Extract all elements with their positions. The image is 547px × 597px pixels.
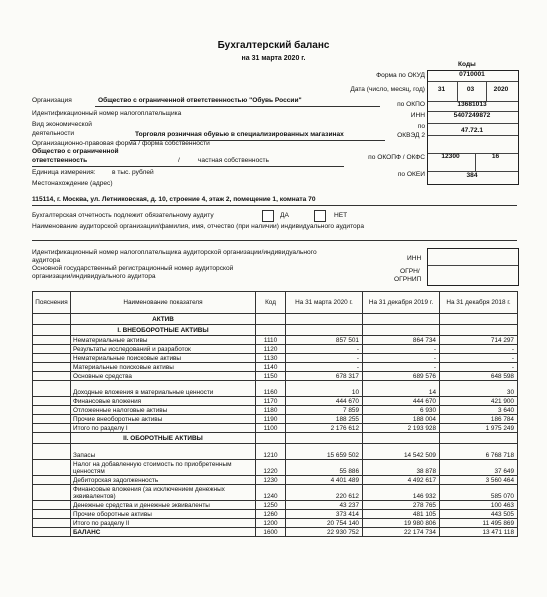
row-code: 1110 [256,336,286,345]
org-name: Общество с ограниченной ответственностью "Обувь России" [98,97,302,104]
value-mar-2020: 7 859 [286,406,363,415]
value-dec-2019: 14 [363,381,440,397]
row-code: 1100 [256,424,286,433]
okved-code: 47.72.1 [461,127,483,134]
report-month: 03 [466,86,475,93]
value-dec-2018: 585 070 [440,485,518,501]
table-row [33,406,518,415]
empty-cell [440,433,518,444]
unit-value: в тыс. рублей [112,169,154,176]
row-name: Результаты исследований и разработок [71,345,256,354]
section-title: АКТИВ [71,314,256,325]
table-row [33,501,518,510]
notes-cell [33,397,71,406]
row-name: Нематериальные активы [71,336,256,345]
okud-code: 0710001 [459,71,485,78]
okei-label: по ОКЕИ [397,171,425,178]
inn-label: Идентификационный номер налогоплательщика [32,110,182,117]
empty-cell [286,314,363,325]
address-label: Местонахождение (адрес) [32,180,113,187]
section-row [33,314,518,325]
okpo-code: 13681013 [457,101,487,108]
header-code: Код [256,292,286,314]
unit-label: Единица измерения: [32,169,96,176]
table-row [33,424,518,433]
value-dec-2018: 443 505 [440,510,518,519]
ogrn-label: ОГРН/ [400,268,420,275]
value-dec-2019: - [363,363,440,372]
row-name: Денежные средства и денежные эквиваленты [71,501,256,510]
row-code: 1250 [256,501,286,510]
value-mar-2020: 10 [286,381,363,397]
codes-title: Коды [458,61,476,68]
notes-cell [33,460,71,476]
row-name: Налог на добавленную стоимость по приобретенным ценностям [71,460,256,476]
notes-cell [33,501,71,510]
empty-cell [440,325,518,336]
value-mar-2020: 373 414 [286,510,363,519]
value-dec-2018: 714 297 [440,336,518,345]
row-name: Прочие оборотные активы [71,510,256,519]
value-dec-2019: 6 930 [363,406,440,415]
value-mar-2020: 678 317 [286,372,363,381]
value-mar-2020: - [286,345,363,354]
value-mar-2020: 20 754 140 [286,519,363,528]
section-row [33,433,518,444]
table-row [33,336,518,345]
row-code: 1190 [256,415,286,424]
ogrnip-label: ОГРНИП [394,276,422,283]
table-row [33,363,518,372]
notes-cell [33,444,71,460]
table-row [33,397,518,406]
notes-cell [33,325,71,336]
notes-cell [33,510,71,519]
table-row [33,528,518,537]
notes-cell [33,406,71,415]
empty-cell [286,325,363,336]
table-row [33,460,518,476]
header-col1: На 31 марта 2020 г. [286,292,363,314]
table-row [33,510,518,519]
value-mar-2020: 188 255 [286,415,363,424]
okved-label: ОКВЭД 2 [397,132,425,139]
table-row [33,381,518,397]
table-row [33,476,518,485]
row-code: 1230 [256,476,286,485]
okpo-label: по ОКПО [397,101,425,108]
value-dec-2018: 3 560 464 [440,476,518,485]
row-name: БАЛАНС [71,528,256,537]
notes-cell [33,314,71,325]
notes-cell [33,381,71,397]
row-name: Итого по разделу I [71,424,256,433]
row-code: 1240 [256,485,286,501]
notes-cell [33,528,71,537]
value-dec-2018: 30 [440,381,518,397]
value-mar-2020: 43 237 [286,501,363,510]
value-dec-2019: 278 765 [363,501,440,510]
section-row [33,325,518,336]
value-dec-2019: 444 670 [363,397,440,406]
audit-no-label: НЕТ [334,212,348,219]
row-code: 1200 [256,519,286,528]
header-notes: Пояснения [33,292,71,314]
value-dec-2019: 864 734 [363,336,440,345]
activity-value: Торговля розничная обувью в специализированных магазинах [135,131,344,138]
notes-cell [33,519,71,528]
row-code: 1210 [256,444,286,460]
report-day: 31 [437,86,446,93]
notes-cell [33,363,71,372]
value-dec-2018: 100 463 [440,501,518,510]
section-title: I. ВНЕОБОРОТНЫЕ АКТИВЫ [71,325,256,336]
value-mar-2020: 444 670 [286,397,363,406]
empty-cell [286,433,363,444]
audit-no-checkbox[interactable] [314,210,326,222]
value-dec-2019: 38 878 [363,460,440,476]
row-name: Отложенные налоговые активы [71,406,256,415]
okopf-label: по ОКОПФ / ОКФС [368,154,425,161]
slash: / [178,157,180,164]
value-dec-2019: 188 004 [363,415,440,424]
legal-form-label: Организационно-правовая форма / форма собственности [32,140,210,147]
header-col3: На 31 декабря 2018 г. [440,292,518,314]
empty-cell [363,325,440,336]
notes-cell [33,476,71,485]
value-dec-2018: - [440,363,518,372]
report-date: на 31 марта 2020 г. [241,55,306,62]
notes-cell [33,424,71,433]
legal-form-1: Общество с ограниченной [32,148,119,155]
auditor-ogrn-label-2: организации/индивидуального аудитора [32,273,156,280]
value-dec-2019: - [363,354,440,363]
empty-cell [363,433,440,444]
inn-code: 5407249872 [453,112,491,119]
table-row [33,345,518,354]
row-name: Итого по разделу II [71,519,256,528]
audit-label: Бухгалтерская отчетность подлежит обязательному аудиту [32,212,214,219]
value-mar-2020: - [286,354,363,363]
notes-cell [33,354,71,363]
table-row [33,485,518,501]
row-name: Запасы [71,444,256,460]
org-label: Организация [32,97,72,104]
audit-yes-label: ДА [280,212,289,219]
empty-cell [440,314,518,325]
notes-cell [33,336,71,345]
legal-form-2: ответственность [32,157,88,164]
value-mar-2020: 15 659 502 [286,444,363,460]
row-name: Материальные поисковые активы [71,363,256,372]
notes-cell [33,485,71,501]
table-row [33,415,518,424]
notes-cell [33,415,71,424]
row-code: 1170 [256,397,286,406]
notes-cell [33,372,71,381]
value-dec-2018: - [440,345,518,354]
auditor-ogrn-label-1: Основной государственный регистрационный номер аудиторской [32,265,234,272]
value-dec-2019: 2 193 928 [363,424,440,433]
value-dec-2019: 22 174 734 [363,528,440,537]
value-mar-2020: 55 886 [286,460,363,476]
okopf-code: 12300 [441,153,460,160]
row-code: 1180 [256,406,286,415]
row-name: Доходные вложения в материальные ценности [71,381,256,397]
auditor-inn-label-2: аудитора [32,257,61,264]
value-dec-2018: 11 495 869 [440,519,518,528]
audit-yes-checkbox[interactable] [262,210,274,222]
row-code: 1150 [256,372,286,381]
inn-code-label: ИНН [410,112,425,119]
value-dec-2018: 186 784 [440,415,518,424]
value-mar-2020: 4 401 489 [286,476,363,485]
row-code: 1600 [256,528,286,537]
value-dec-2019: 14 542 509 [363,444,440,460]
header-name: Наименование показателя [71,292,256,314]
ownership-value: частная собственность [198,157,269,164]
value-dec-2019: 4 492 617 [363,476,440,485]
auditor-codes-box [427,248,519,286]
value-mar-2020: 22 930 752 [286,528,363,537]
value-mar-2020: - [286,363,363,372]
table-row [33,372,518,381]
value-dec-2018: 13 471 118 [440,528,518,537]
row-code: 1220 [256,460,286,476]
value-dec-2018: 37 649 [440,460,518,476]
okei-code: 384 [466,172,478,179]
notes-cell [33,433,71,444]
value-dec-2018: - [440,354,518,363]
okud-label: Форма по ОКУД [376,72,425,79]
activity-label-1: Вид экономической [32,121,92,128]
row-name: Прочие внеоборотные активы [71,415,256,424]
report-year: 2020 [493,86,509,93]
value-dec-2018: 421 900 [440,397,518,406]
notes-cell [33,345,71,354]
value-dec-2019: 689 576 [363,372,440,381]
row-code: 1130 [256,354,286,363]
document-title: Бухгалтерский баланс [217,40,330,51]
value-dec-2018: 3 640 [440,406,518,415]
value-dec-2019: 146 932 [363,485,440,501]
empty-cell [363,314,440,325]
value-dec-2019: 481 105 [363,510,440,519]
empty-cell [256,433,286,444]
table-row [33,444,518,460]
table-row [33,354,518,363]
empty-cell [256,314,286,325]
empty-cell [256,325,286,336]
header-col2: На 31 декабря 2019 г. [363,292,440,314]
okfs-code: 16 [491,153,500,160]
row-code: 1120 [256,345,286,354]
auditor-label: Наименование аудиторской организации/фамилия, имя, отчество (при наличии) индивидуального аудитора [32,223,365,230]
section-title: II. ОБОРОТНЫЕ АКТИВЫ [71,433,256,444]
value-mar-2020: 857 501 [286,336,363,345]
value-dec-2018: 1 975 249 [440,424,518,433]
row-name: Основные средства [71,372,256,381]
row-code: 1140 [256,363,286,372]
row-code: 1160 [256,381,286,397]
date-label: Дата (число, месяц, год) [350,86,425,93]
balance-table [32,291,518,537]
row-name: Нематериальные поисковые активы [71,354,256,363]
value-mar-2020: 2 176 612 [286,424,363,433]
value-dec-2019: 19 980 806 [363,519,440,528]
activity-label-2: деятельности [32,130,75,137]
row-name: Финансовые вложения [71,397,256,406]
row-name: Дебиторская задолженность [71,476,256,485]
address-value: 115114, г. Москва, ул. Летниковская, д. 10, строение 4, этаж 2, помещение 1, комната 70 [32,196,316,203]
value-dec-2018: 6 768 718 [440,444,518,460]
auditor-inn-code-label: ИНН [407,255,422,262]
value-dec-2019: - [363,345,440,354]
value-mar-2020: 220 612 [286,485,363,501]
po-label: по [417,123,425,130]
table-header-row [33,292,518,314]
table-row [33,519,518,528]
row-code: 1260 [256,510,286,519]
row-name: Финансовые вложения (за исключением денежных эквивалентов) [71,485,256,501]
auditor-inn-label-1: Идентификационный номер налогоплательщика аудиторской организации/индивидуального [32,249,317,256]
value-dec-2018: 648 598 [440,372,518,381]
